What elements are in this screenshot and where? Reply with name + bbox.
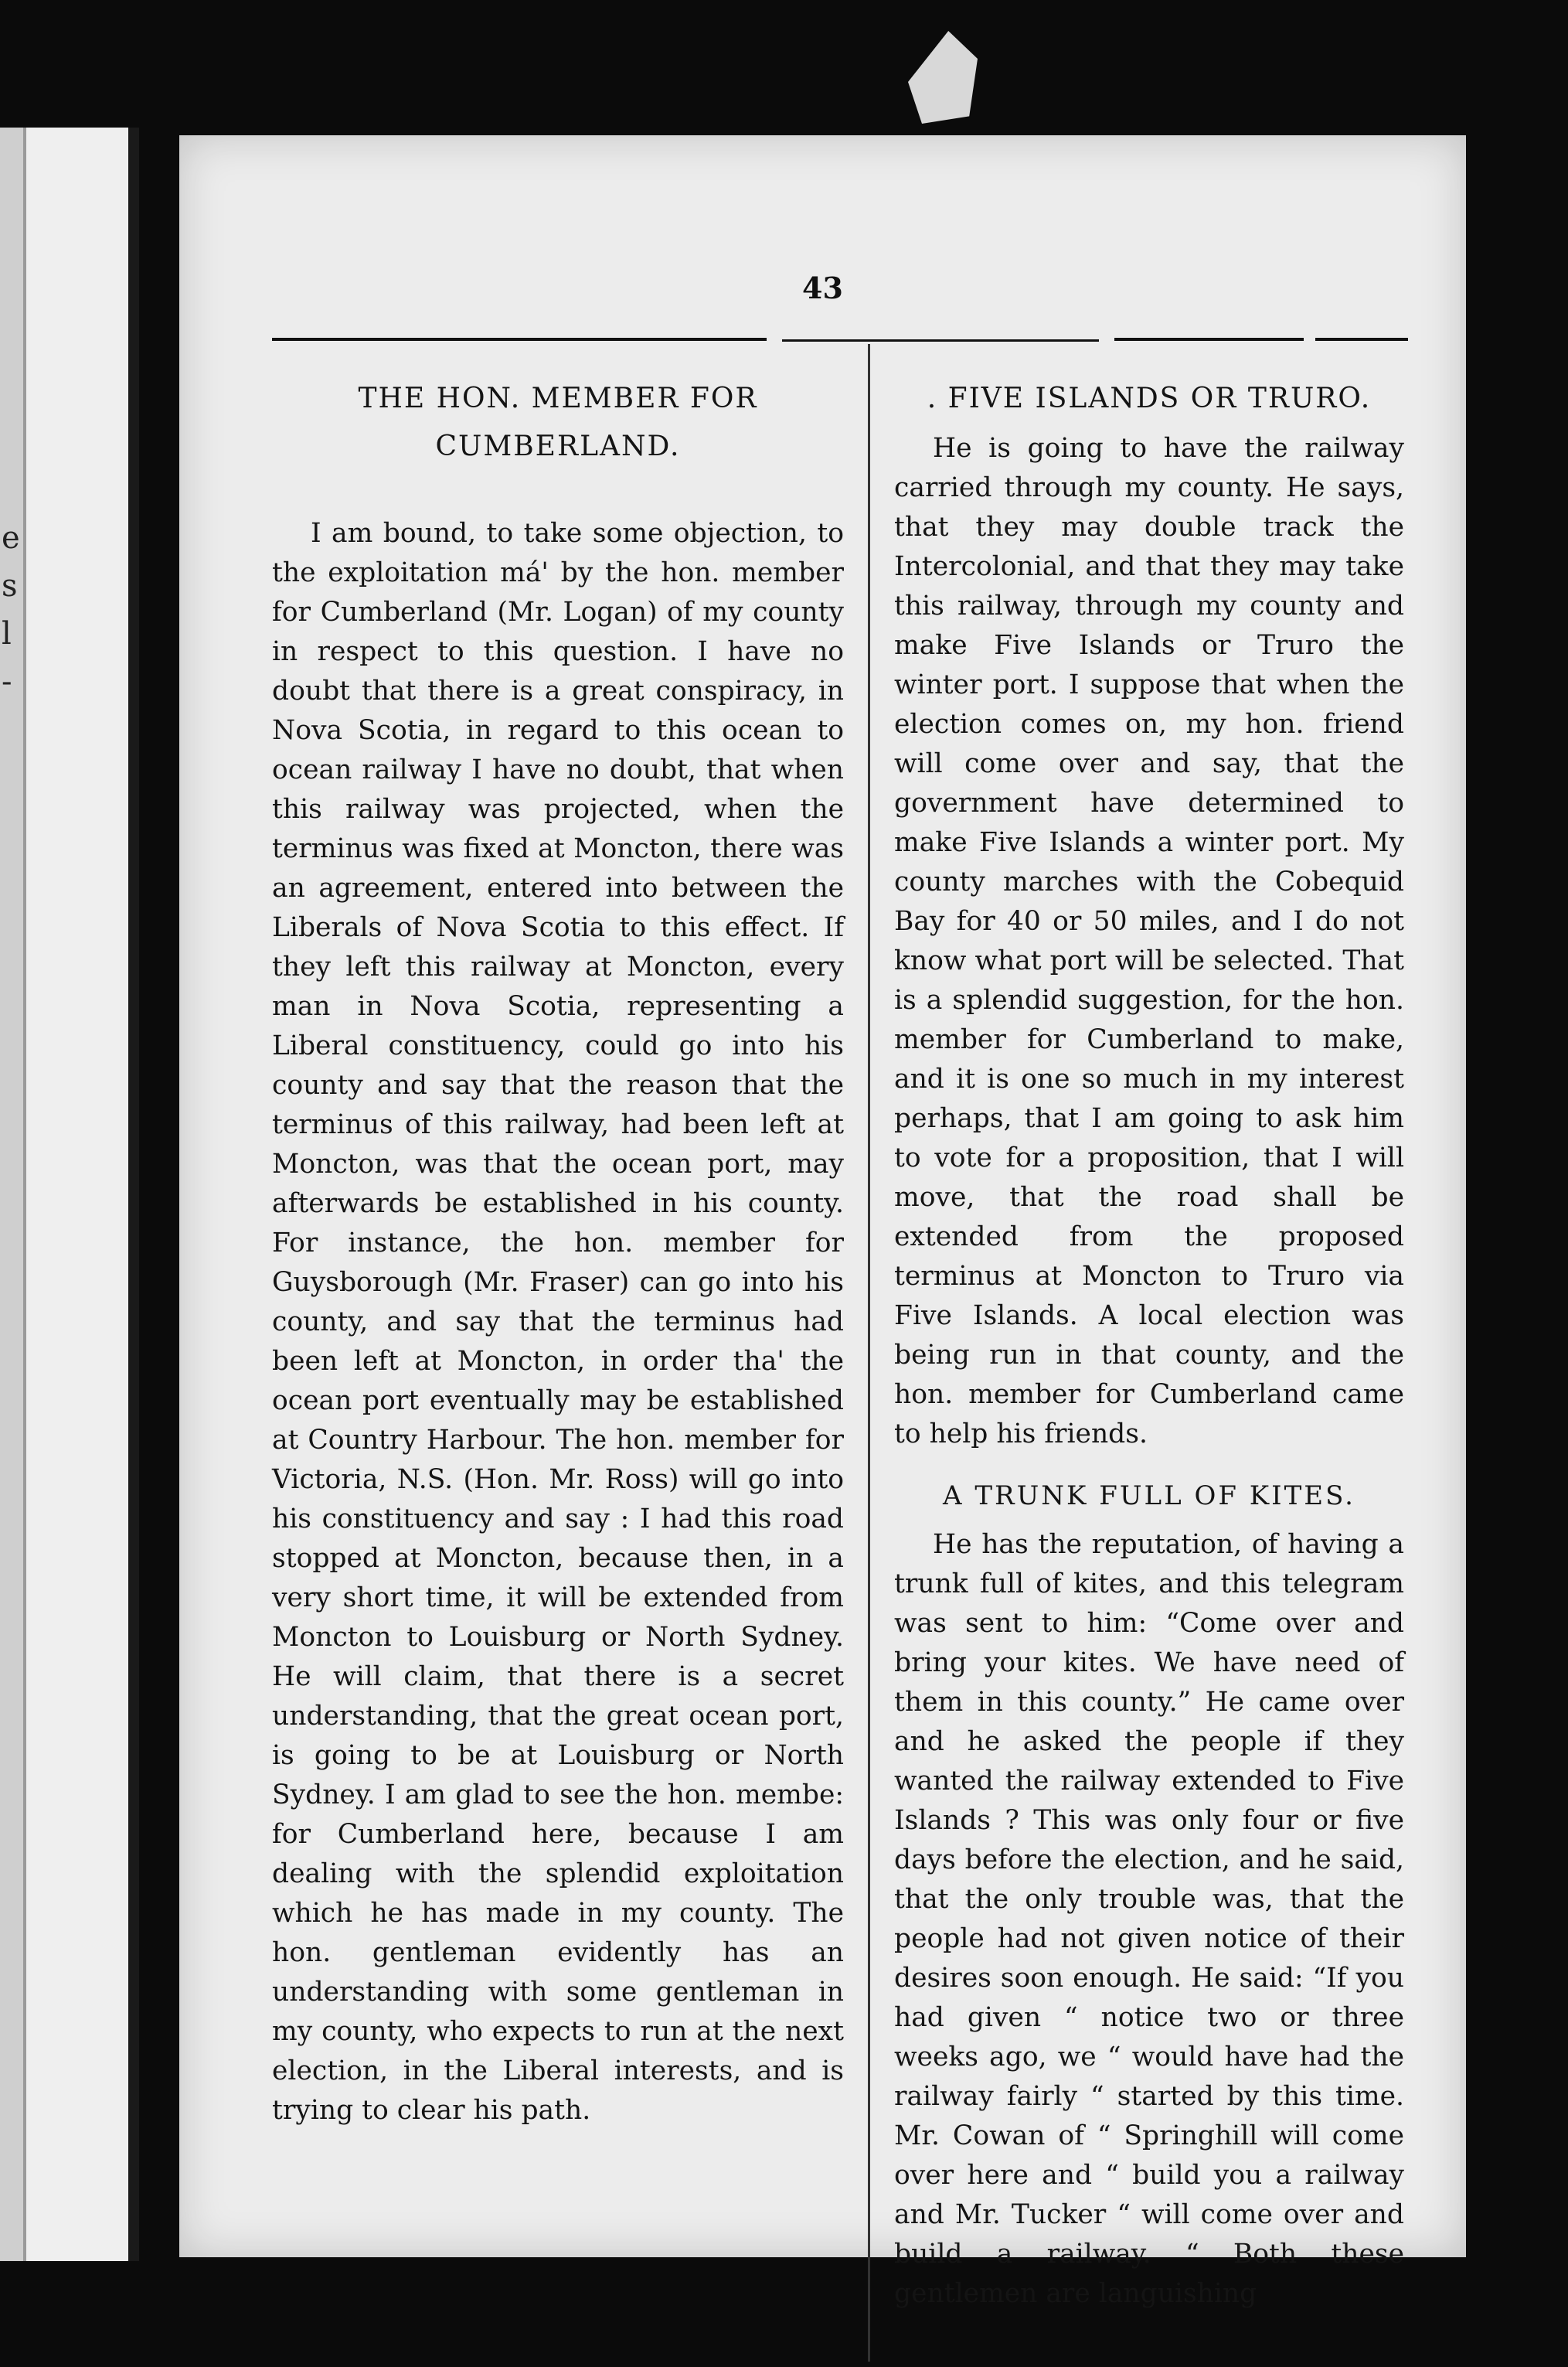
page-number: 43 — [802, 271, 843, 305]
document-page — [179, 135, 1466, 2309]
section-heading-trunk-full-of-kites: A TRUNK FULL OF KITES. — [943, 1480, 1355, 1511]
adjacent-page-edge — [0, 128, 23, 2261]
header-rule-left — [272, 338, 767, 341]
paragraph: I am bound, to take some objection, to the exploitation má' by the hon. member for Cumberland (Mr. Logan) of my county in respect to this question. I have no doubt that there is a great conspiracy, in Nova Scotia, in regard to this ocean to ocean railway I have no doubt, that when this railway was projected, when the terminus was fixed at Moncton, there was an agreement, entered into between the Liberals of Nova Scotia to this effect. If they left this railway at Moncton, every man in Nova Scotia, representing a Liberal constituency, could go into his county and say that the reason that the terminus of this railway, had been left at Moncton, was that the ocean port, may afterwards be established in his county. For instance, the hon. member for Guysborough (Mr. Fraser) can go into his county, and say that the terminus had been left at Moncton, in order tha' the ocean port eventually may be established at Country Harbour. The hon. member for Victoria, N.S. (Hon. Mr. Ross) will go into his constituency and say : I had this road stopped at Moncton, because then, in a very short time, it will be extended from Moncton to Louisburg or North Sydney. He will claim, that there is a secret understanding, that the great ocean port, is going to be at Louisburg or North Sydney. I am glad to see the hon. membe: for Cumberland here, because I am dealing with the splendid exploitation which he has made in my county. The hon. gentleman evidently has an understanding with some gentleman in my county, who expects to run at the next election, in the Liberal interests, and is trying to clear his path. — [272, 518, 844, 2126]
right-column — [894, 375, 1404, 2314]
section-heading-cumberland: THE HON. MEMBER FOR CUMBERLAND. — [358, 383, 758, 462]
column-divider — [868, 344, 870, 2362]
section-heading-five-islands: . FIVE ISLANDS OR TRURO. — [927, 383, 1372, 414]
header-rule-middle — [782, 339, 1099, 342]
left-column — [272, 375, 844, 2130]
adjacent-page-text-fragment: e s l - — [2, 520, 20, 700]
paragraph: He is going to have the railway carried through my county. He says, that they may double track the Intercolonial, and that they may take this railway, through my county and make Five Islands or Truro the winter port. I suppose that when the election comes on, my hon. friend will come over and say, that the government have determined to make Five Islands a winter port. My county marches with the Cobequid Bay for 40 or 50 miles, and I do not know what port will be selected. That is a splendid suggestion, for the hon. member for Cumberland to make, and it is one so much in my interest perhaps, that I am going to ask him to vote for a proposition, that I will move, that the road shall be extended from the proposed terminus at Moncton to Truro via Five Islands. A local election was being run in that county, and the hon. member for Cumberland came to help his friends. — [894, 433, 1404, 1449]
paragraph: He has the reputation, of having a trunk full of kites, and this telegram was sent to him: “Come over and bring your kites. We have need of them in this county.” He came over and he asked the people if they wanted the railway extended to Five Islands ? This was only four or five days before the election, and he said, that the only trouble was, that the people had not given notice of their desires soon enough. He said: “If you had given “ notice two or three weeks ago, we “ would have had the railway fairly “ started by this time. Mr. Cowan of “ Springhill will come over here and “ build you a railway and Mr. Tucker “ will come over and build a railway. “ Both these gentlemen are languishing — [894, 1529, 1404, 2309]
previous-page-margin — [23, 128, 139, 2261]
header-rule-right — [1114, 338, 1304, 341]
header-rule-end — [1315, 338, 1408, 341]
scan-artifact — [908, 31, 978, 124]
